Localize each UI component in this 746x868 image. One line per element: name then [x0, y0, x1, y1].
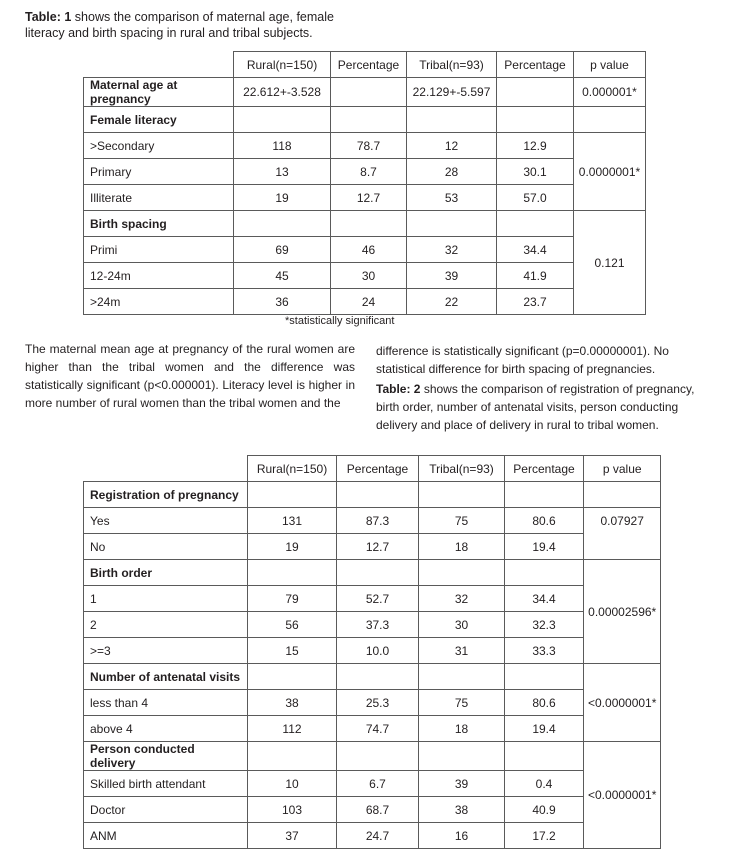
cell-rural: 13: [234, 159, 331, 185]
cell-rural: 118: [234, 133, 331, 159]
cell-tribal-pct: 32.3: [505, 612, 584, 638]
section-label: Birth order: [84, 560, 248, 586]
section-label: Female literacy: [84, 107, 234, 133]
cell-rural-pct: 12.7: [331, 185, 407, 211]
cell-tribal-pct: 23.7: [497, 289, 574, 315]
col-header-p: p value: [584, 456, 661, 482]
cell-rural: 38: [248, 690, 337, 716]
col-header-rural-pct: Percentage: [337, 456, 419, 482]
table1-caption-text: shows the comparison of maternal age, female literacy and birth spacing in rural and tribal subjects.: [25, 10, 334, 40]
row-label: Skilled birth attendant: [84, 771, 248, 797]
table-row: [84, 716, 661, 742]
cell-tribal-pct: 80.6: [505, 690, 584, 716]
row-label: 1: [84, 586, 248, 612]
table-row: [84, 78, 646, 107]
section-label: Number of antenatal visits: [84, 664, 248, 690]
cell-p: 0.00002596*: [584, 560, 661, 664]
table1-footnote: *statistically significant: [285, 315, 395, 327]
cell-rural-pct: 24: [331, 289, 407, 315]
cell-rural: 45: [234, 263, 331, 289]
cell-rural-pct: 78.7: [331, 133, 407, 159]
table-row: [84, 823, 661, 849]
table-row: [84, 612, 661, 638]
col-header-p: p value: [574, 52, 646, 78]
row-label: Doctor: [84, 797, 248, 823]
row-label: Illiterate: [84, 185, 234, 211]
row-label: Primi: [84, 237, 234, 263]
table-row: [84, 289, 646, 315]
section-label: Birth spacing: [84, 211, 234, 237]
cell-rural: 10: [248, 771, 337, 797]
col-header-rural: Rural(n=150): [234, 52, 331, 78]
cell-p: 0.0000001*: [574, 133, 646, 211]
cell-rural-pct: 30: [331, 263, 407, 289]
row-label: less than 4: [84, 690, 248, 716]
row-label: >=3: [84, 638, 248, 664]
cell-tribal-pct: 19.4: [505, 716, 584, 742]
table-row: [84, 237, 646, 263]
header-blank: [84, 456, 248, 482]
cell-rural-pct: 87.3: [337, 508, 419, 534]
cell-tribal: 32: [419, 586, 505, 612]
cell-rural-pct: 10.0: [337, 638, 419, 664]
cell-tribal-pct: 12.9: [497, 133, 574, 159]
row-label: >24m: [84, 289, 234, 315]
row-label: Yes: [84, 508, 248, 534]
col-header-rural-pct: Percentage: [331, 52, 407, 78]
table-row: [84, 508, 661, 534]
cell-tribal-pct: 34.4: [497, 237, 574, 263]
cell-rural: 79: [248, 586, 337, 612]
cell-rural: 15: [248, 638, 337, 664]
section-label: Person conducted delivery: [84, 742, 248, 771]
header-blank: [84, 52, 234, 78]
section-row: [84, 742, 661, 771]
cell-p: <0.0000001*: [584, 742, 661, 849]
cell-rural: 112: [248, 716, 337, 742]
cell-tribal: 16: [419, 823, 505, 849]
section-row: [84, 482, 661, 508]
cell-tribal: 75: [419, 508, 505, 534]
table1-caption: [25, 9, 365, 41]
cell-rural: 131: [248, 508, 337, 534]
table-row: [84, 263, 646, 289]
cell-tribal: 39: [419, 771, 505, 797]
cell-tribal: 39: [407, 263, 497, 289]
cell-rural-pct: 46: [331, 237, 407, 263]
cell-p: 0.000001*: [574, 78, 646, 107]
row-label: >Secondary: [84, 133, 234, 159]
cell-tribal: 32: [407, 237, 497, 263]
cell-tribal-pct: 0.4: [505, 771, 584, 797]
row-label: above 4: [84, 716, 248, 742]
table-row: [84, 185, 646, 211]
cell-tribal-pct: 34.4: [505, 586, 584, 612]
row-label: No: [84, 534, 248, 560]
cell-tribal-pct: 17.2: [505, 823, 584, 849]
cell-tribal: 28: [407, 159, 497, 185]
cell-empty: [497, 78, 574, 107]
cell-tribal: 31: [419, 638, 505, 664]
row-label: Maternal age at pregnancy: [84, 78, 234, 107]
row-label: 2: [84, 612, 248, 638]
cell-p: <0.0000001*: [584, 664, 661, 742]
cell-tribal: 53: [407, 185, 497, 211]
cell-rural-pct: 52.7: [337, 586, 419, 612]
table-row: [84, 133, 646, 159]
cell-rural-pct: 37.3: [337, 612, 419, 638]
cell-rural-pct: 6.7: [337, 771, 419, 797]
table-header-row: [84, 52, 646, 78]
body-paragraph-left: The maternal mean age at pregnancy of the rural women are higher than the tribal women and the difference was statistically significant (p<0.000001). Literacy level is higher in more number of rural women than the tribal women and the: [25, 342, 355, 410]
cell-rural: 22.612+-3.528: [234, 78, 331, 107]
table-header-row: [84, 456, 661, 482]
cell-rural-pct: 25.3: [337, 690, 419, 716]
cell-tribal-pct: 40.9: [505, 797, 584, 823]
cell-tribal: 30: [419, 612, 505, 638]
section-row: [84, 664, 661, 690]
table2-caption-label: Table: 2: [376, 382, 421, 396]
col-header-tribal-pct: Percentage: [505, 456, 584, 482]
cell-tribal: 38: [419, 797, 505, 823]
cell-rural: 19: [248, 534, 337, 560]
cell-rural: 103: [248, 797, 337, 823]
table-row: [84, 797, 661, 823]
cell-tribal: 22: [407, 289, 497, 315]
table-row: [84, 638, 661, 664]
cell-tribal-pct: 41.9: [497, 263, 574, 289]
section-row: [84, 211, 646, 237]
cell-rural-pct: 12.7: [337, 534, 419, 560]
cell-tribal: 22.129+-5.597: [407, 78, 497, 107]
row-label: 12-24m: [84, 263, 234, 289]
cell-p: 0.121: [574, 211, 646, 315]
cell-tribal-pct: 19.4: [505, 534, 584, 560]
body-column-right: [376, 342, 706, 434]
table2-caption: [376, 380, 706, 434]
body-paragraph-right: difference is statistically significant (p=0.00000001). No statistical difference for birth spacing of pregnancies.: [376, 344, 669, 376]
cell-rural: 36: [234, 289, 331, 315]
section-label: Registration of pregnancy: [84, 482, 248, 508]
section-row: [84, 107, 646, 133]
cell-tribal: 18: [419, 534, 505, 560]
col-header-rural: Rural(n=150): [248, 456, 337, 482]
row-label: Primary: [84, 159, 234, 185]
table1-caption-label: Table: 1: [25, 10, 72, 24]
cell-p: 0.07927: [584, 508, 661, 560]
cell-tribal: 12: [407, 133, 497, 159]
cell-tribal-pct: 33.3: [505, 638, 584, 664]
table-row: [84, 586, 661, 612]
cell-rural-pct: 68.7: [337, 797, 419, 823]
cell-tribal: 18: [419, 716, 505, 742]
table2: [83, 455, 661, 849]
table2-caption-text: shows the comparison of registration of pregnancy, birth order, number of antenatal visits, person conducting delivery and place of delivery in rural to tribal women.: [376, 382, 695, 432]
cell-rural-pct: 24.7: [337, 823, 419, 849]
table1: [83, 51, 646, 315]
cell-tribal-pct: 30.1: [497, 159, 574, 185]
col-header-tribal-pct: Percentage: [497, 52, 574, 78]
section-row: [84, 560, 661, 586]
cell-rural: 37: [248, 823, 337, 849]
col-header-tribal: Tribal(n=93): [419, 456, 505, 482]
table-row: [84, 690, 661, 716]
col-header-tribal: Tribal(n=93): [407, 52, 497, 78]
cell-tribal: 75: [419, 690, 505, 716]
table-row: [84, 159, 646, 185]
cell-rural-pct: 74.7: [337, 716, 419, 742]
cell-tribal-pct: 80.6: [505, 508, 584, 534]
cell-rural: 19: [234, 185, 331, 211]
cell-tribal-pct: 57.0: [497, 185, 574, 211]
cell-rural: 69: [234, 237, 331, 263]
table-row: [84, 771, 661, 797]
cell-empty: [331, 78, 407, 107]
cell-rural: 56: [248, 612, 337, 638]
cell-rural-pct: 8.7: [331, 159, 407, 185]
table-row: [84, 534, 661, 560]
row-label: ANM: [84, 823, 248, 849]
